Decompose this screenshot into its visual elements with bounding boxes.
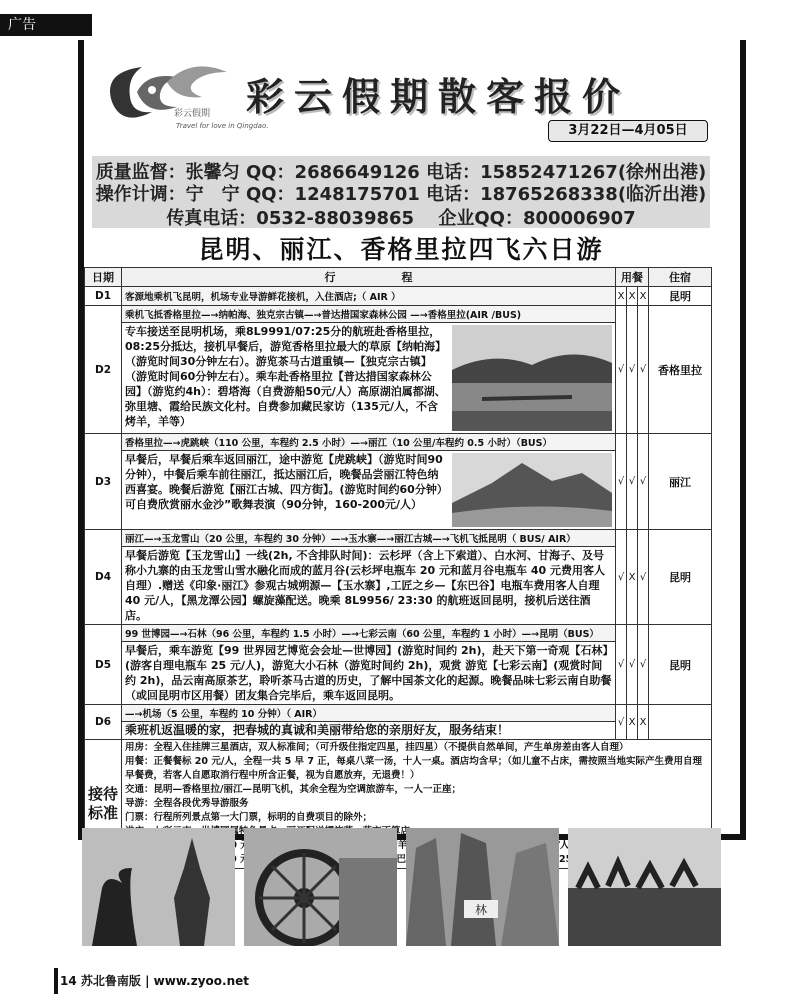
table-row bbox=[85, 287, 712, 306]
day-description bbox=[122, 642, 616, 705]
route: 乘机飞抵香格里拉—→纳帕海、独克宗古镇—→普达措国家森林公园 —→香格里拉(AIR /BUS) bbox=[122, 306, 616, 323]
route: —→机场（5 公里，车程约 10 分钟）（ AIR） bbox=[122, 705, 616, 722]
description-text: 专车接送至昆明机场，乘8L9991/07:25分的航班赴香格里拉，08:25分抵达，接机早餐后，游览香格里拉最大的草原【纳帕海】（游览时间30分钟左右）。游览茶马古道重镇—【独克宗古镇】（游览时间60分钟左右）。乘车赴香格里拉【普达措国家森林公园】（游览约4h）：碧塔海（自费游船50元/人）高原湖泊属都湖、弥里塘、霞给民族文化村。自费参加藏民家访（135元/人，不含烤羊，羊等） bbox=[125, 325, 447, 428]
date-range: 3月22日—4月05日 bbox=[548, 120, 708, 142]
meal-breakfast: √ bbox=[616, 705, 627, 740]
meal-dinner: √ bbox=[638, 434, 649, 530]
meal-dinner: √ bbox=[638, 306, 649, 434]
table-row bbox=[85, 306, 712, 323]
meal-breakfast: √ bbox=[616, 434, 627, 530]
day-label: D1 bbox=[85, 287, 122, 306]
waterwheel-photo bbox=[244, 828, 397, 946]
meal-breakfast: √ bbox=[616, 306, 627, 434]
meal-lunch: X bbox=[627, 287, 638, 306]
meal-dinner: √ bbox=[638, 530, 649, 625]
brand-slogan: Travel for love in Qingdao. bbox=[176, 122, 269, 130]
mountain-photo bbox=[452, 453, 612, 527]
description-text: 早餐后，乘车游览【99 世界园艺博览会会址—世博园】(游览时间约 2h)，赴天下第一奇观【石林】(游客自理电瓶车 25 元/人)，游览大小石林（游览时间约 2h)，观赏 游览【七彩云南】(观赏时间约 2h)，品云南高原茶艺，聆听茶马古道的历史，了解中国茶文化的起源。晚餐品味七彩云南自助餐（或回昆明市区用餐）团友集合完毕后，乘车返回昆明。 bbox=[125, 644, 612, 702]
photo-strip bbox=[82, 828, 722, 946]
table-row bbox=[85, 625, 712, 642]
day-label: D2 bbox=[85, 306, 122, 434]
day-label: D3 bbox=[85, 434, 122, 530]
note-guide: 导游：全程各段优秀导游服务 bbox=[125, 798, 249, 809]
tour-title: 昆明、丽江、香格里拉四飞六日游 bbox=[198, 235, 604, 264]
meal-lunch: √ bbox=[627, 306, 638, 434]
route: 香格里拉—→虎跳峡（110 公里，车程约 2.5 小时）—→丽江（10 公里/车程约 0.5 小时）（BUS） bbox=[122, 434, 616, 451]
stay bbox=[649, 705, 712, 740]
contact-box bbox=[92, 156, 710, 228]
brand-logo bbox=[92, 52, 232, 132]
contact-fax: 传真电话：0532-88039865 企业QQ：800006907 bbox=[166, 208, 636, 229]
stay: 香格里拉 bbox=[649, 306, 712, 434]
meal-lunch: √ bbox=[627, 625, 638, 705]
contact-operations: 操作计调：宁 宁 QQ：1248175701 电话：18765268338(临沂出港) bbox=[95, 184, 707, 205]
itinerary-table bbox=[84, 267, 712, 869]
day-description bbox=[122, 722, 616, 740]
note-transport: 交通：昆明—香格里拉/丽江—昆明飞机，其余全程为空调旅游车，一人一正座； bbox=[125, 784, 461, 795]
day-description bbox=[122, 323, 616, 434]
notes-label: 接待标准 bbox=[85, 740, 122, 869]
divider: | bbox=[145, 974, 150, 988]
day-description bbox=[122, 547, 616, 625]
meal-breakfast: √ bbox=[616, 625, 627, 705]
header-meals: 用餐 bbox=[616, 268, 649, 287]
footer bbox=[60, 972, 249, 989]
page-number: 14 bbox=[60, 974, 77, 988]
route: 客源地乘机飞昆明，机场专业导游鲜花接机，入住酒店;（ AIR ） bbox=[122, 287, 616, 306]
note-meals: 用餐：正餐餐标 20 元/人，全程一共 5 早 7 正，每桌八菜一汤，十人一桌。酒店均含早；（如儿童不占床，需按照当地实际产生费用自理早餐费，若客人自愿取消行程中所含正餐，视为自愿放弃，无退费！） bbox=[125, 756, 703, 781]
pagoda-photo bbox=[82, 828, 235, 946]
dancers-photo bbox=[568, 828, 721, 946]
meal-lunch: √ bbox=[627, 434, 638, 530]
header-itinerary: 行 程 bbox=[122, 268, 616, 287]
route: 99 世博园—→石林（96 公里，车程约 1.5 小时）—→七彩云南（60 公里，车程约 1 小时）—→昆明（BUS） bbox=[122, 625, 616, 642]
stay: 昆明 bbox=[649, 287, 712, 306]
table-header-row bbox=[85, 268, 712, 287]
meal-dinner: X bbox=[638, 287, 649, 306]
description-text: 早餐后，早餐后乘车返回丽江，途中游览【虎跳峡】（游览时间90分钟），中餐后乘车前往丽江，抵达丽江后，晚餐品尝丽江特色纳西喜宴。晚餐后游览【丽江古城、四方街】。(游览时间约60分钟）可自费欣赏丽水金沙”歌舞表演（90分钟，160-200元/人） bbox=[125, 453, 443, 511]
day-label: D4 bbox=[85, 530, 122, 625]
note-lodging: 用房：全程入住挂牌三星酒店，双人标准间；（可升级住指定四星，挂四星）（不提供自然单间，产生单房差由客人自理） bbox=[125, 742, 629, 753]
header-day: 日期 bbox=[85, 268, 122, 287]
note-tickets: 门票：行程所列景点第一大门票，标明的自费项目的除外； bbox=[125, 812, 373, 823]
stay: 丽江 bbox=[649, 434, 712, 530]
meal-breakfast: X bbox=[616, 287, 627, 306]
header-stay: 住宿 bbox=[649, 268, 712, 287]
table-row bbox=[85, 530, 712, 547]
description-text: 早餐后游览【玉龙雪山】一线(2h, 不含排队时间)：云杉坪（含上下索道）、白水河、甘海子、及号称小九寨的由玉龙雪山雪水融化而成的蓝月谷(云杉坪电瓶车 20 元和蓝月谷电瓶车 40 元费用客人自理）.赠送《印象·丽江》参观古城朔源—【玉水寨】,工匠之乡—【东巴谷】电瓶车费用客人自理 40 元/人，【黑龙潭公园】螺旋藻配送。晚乘 8L9956/ 23:30 的航班返回昆明，接机后送往酒店。 bbox=[125, 549, 605, 622]
meal-dinner: X bbox=[638, 705, 649, 740]
day-label: D6 bbox=[85, 705, 122, 740]
lake-photo bbox=[452, 325, 612, 431]
ad-tag: 广告 bbox=[0, 14, 92, 36]
meal-lunch: X bbox=[627, 530, 638, 625]
stone-sign-text: 林 bbox=[474, 903, 488, 917]
website-link[interactable]: www.zyoo.net bbox=[153, 974, 249, 988]
brand-name: 彩云假期 bbox=[174, 109, 211, 119]
table-row bbox=[85, 705, 712, 722]
route: 丽江—→玉龙雪山（20 公里，车程约 30 分钟）—→玉水寨—→丽江古城—→飞机飞抵昆明（ BUS/ AIR） bbox=[122, 530, 616, 547]
meal-breakfast: √ bbox=[616, 530, 627, 625]
table-row bbox=[85, 434, 712, 451]
banner-title: 彩云假期散客报价 bbox=[246, 75, 631, 119]
stone-forest-photo bbox=[406, 828, 559, 946]
day-description bbox=[122, 451, 616, 530]
stay: 昆明 bbox=[649, 530, 712, 625]
description-text: 乘班机返温暖的家，把春城的真诚和美丽带给您的亲朋好友，服务结束！ bbox=[125, 723, 510, 737]
day-label: D5 bbox=[85, 625, 122, 705]
edition: 苏北鲁南版 bbox=[80, 974, 141, 988]
meal-dinner: √ bbox=[638, 625, 649, 705]
stay: 昆明 bbox=[649, 625, 712, 705]
footer-divider bbox=[54, 968, 58, 994]
contact-quality: 质量监督：张馨匀 QQ：2686649126 电话：15852471267(徐州出港) bbox=[95, 162, 707, 183]
meal-lunch: X bbox=[627, 705, 638, 740]
